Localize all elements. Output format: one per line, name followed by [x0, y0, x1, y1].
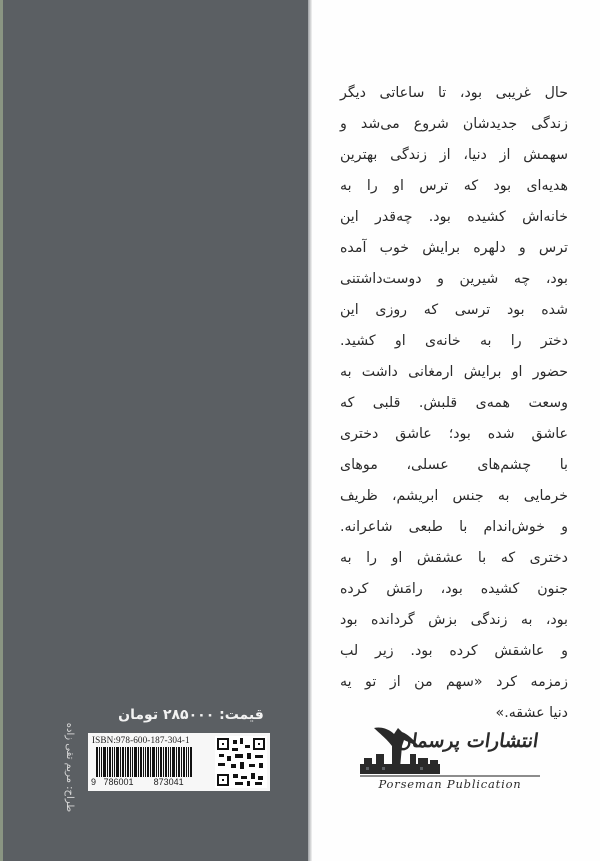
blurb-line: و خوش‌اندام با طبعی شاعرانه. — [340, 519, 568, 535]
price-label: قیمت: ۲۸۵۰۰۰ تومان — [118, 707, 264, 723]
blurb-line: زمزمه کرد «سهم من از تو یه — [340, 674, 568, 690]
blurb-line: هدیه‌ای بود که ترس او را به — [340, 178, 568, 194]
blurb-line: حال غریبی بود، تا ساعاتی دیگر — [340, 85, 568, 101]
blurb-line: شده بود ترسی که روزی این — [340, 302, 568, 318]
publisher-name-fa: انتشارات پرسمان — [396, 730, 540, 752]
blurb-line: با چشم‌های عسلی، موهای — [340, 457, 568, 473]
cover-dark-panel — [3, 0, 308, 861]
isbn-barcode-block — [88, 733, 270, 791]
barcode-group-1: 786001 — [103, 777, 134, 787]
blurb-line: دختر را به خانه‌ی او کشید. — [340, 333, 568, 349]
barcode-icon — [96, 747, 210, 777]
blurb-line: ترس و دلهره برایش خوب آمده — [340, 240, 568, 256]
designer-credit — [60, 712, 80, 822]
panel-fold-shadow — [308, 0, 312, 861]
blurb-line: دنیا عشقه.» — [495, 705, 568, 721]
blurb-line: دختری که با عشقش او را به — [340, 550, 568, 566]
blurb-line: عاشق شده بود؛ عاشق دختری — [340, 426, 568, 442]
blurb-line: وسعت همه‌ی قلبش. قلبی که — [340, 395, 568, 411]
blurb-line: خانه‌اش کشیده بود. چه‌قدر این — [340, 209, 568, 225]
blurb-line: و عاشقش کرده بود. زیر لب — [340, 643, 568, 659]
blurb-line: بود، به زندگی بزش گردانده بود — [340, 612, 568, 628]
qr-code-icon — [215, 736, 267, 788]
blurb-text — [340, 78, 568, 729]
publisher-logo — [360, 722, 540, 794]
publisher-name-en: Porseman Publication — [378, 777, 522, 791]
blurb-line: سهمش از دنیا، از زندگی بهترین — [340, 147, 568, 163]
barcode-digits — [91, 777, 211, 787]
isbn-number: ISBN:978-600-187-304-1 — [92, 735, 190, 745]
blurb-line: جنون کشیده بود، رامَش کرده — [340, 581, 568, 597]
blurb-line: زندگی جدیدشان شروع می‌شد و — [340, 116, 568, 132]
blurb-line: بود، چه شیرین و دوست‌داشتنی — [340, 271, 568, 287]
designer-credit-text: طراح: مریم تقی زاده — [64, 722, 76, 812]
blurb-line: خرمایی به جنس ابریشم، ظریف — [340, 488, 568, 504]
barcode-lead-digit: 9 — [91, 777, 97, 787]
blurb-line: حضور او برایش ارمغانی داشت به — [340, 364, 568, 380]
barcode-group-2: 873041 — [153, 777, 184, 787]
